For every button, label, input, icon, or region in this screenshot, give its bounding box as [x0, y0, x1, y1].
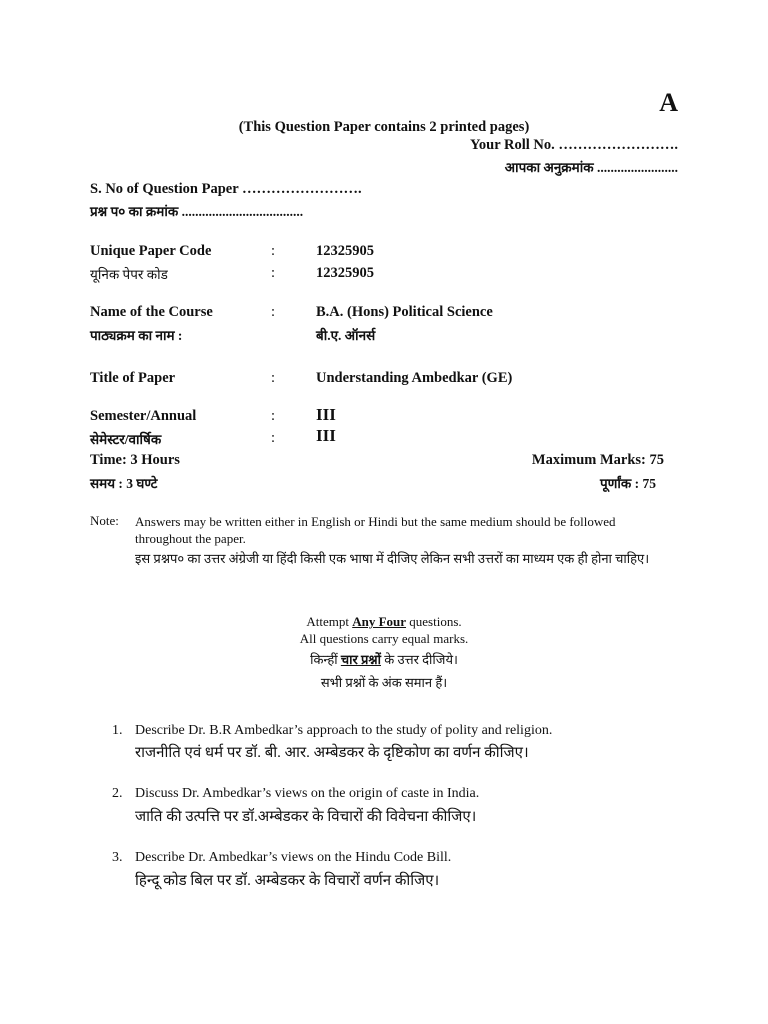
time-duration-hi: समय : 3 घण्टे: [90, 476, 158, 491]
course-name-label: Name of the Course: [90, 304, 213, 320]
unique-paper-code-value: 12325905: [316, 243, 374, 259]
paper-title-label: Title of Paper: [90, 370, 176, 386]
paper-set-letter: A: [659, 88, 678, 117]
note-text-hi: इस प्रश्नप० का उत्तर अंग्रेजी या हिंदी किसी एक भाषा में दीजिए लेकिन सभी उत्तरों का माध्यम एक ही होना चाहिए।: [135, 551, 650, 566]
semester-label-hi: सेमेस्टर/वार्षिक: [90, 432, 162, 447]
attempt-instruction-en: [0, 614, 768, 630]
semester-colon-hi: :: [271, 430, 276, 446]
attempt-suffix: questions.: [406, 614, 462, 629]
semester-colon: :: [271, 408, 276, 424]
unique-paper-code-label: Unique Paper Code: [90, 243, 212, 259]
attempt-suffix-hi: के उत्तर दीजिये।: [381, 652, 458, 667]
roll-number-field-hi: आपका अनुक्रमांक ........................: [504, 160, 678, 175]
question-number: 1.: [112, 723, 123, 738]
printed-pages-note: (This Question Paper contains 2 printed pages): [238, 119, 530, 135]
course-name-colon: :: [271, 304, 276, 320]
roll-number-field-en: Your Roll No. …………………….: [470, 137, 678, 153]
unique-paper-code-colon: :: [271, 243, 276, 259]
question-paper-serial-en: S. No of Question Paper …………………….: [90, 181, 362, 197]
question-text-hi: हिन्दू कोड बिल पर डॉ. अम्बेडकर के विचारों वर्णन कीजिए।: [135, 873, 440, 889]
semester-label: Semester/Annual: [90, 408, 197, 424]
equal-marks-instruction-en: All questions carry equal marks.: [299, 631, 469, 646]
time-duration-en: Time: 3 Hours: [90, 452, 180, 468]
course-name-value-hi: बी.ए. ऑनर्स: [316, 328, 376, 343]
question-text-en: Describe Dr. Ambedkar’s views on the Hindu Code Bill.: [135, 850, 452, 865]
unique-paper-code-label-hi: यूनिक पेपर कोड: [90, 267, 168, 282]
question-number: 2.: [112, 786, 123, 801]
maximum-marks-en: Maximum Marks: 75: [531, 452, 664, 468]
question-number: 3.: [112, 850, 123, 865]
attempt-count-emphasis: Any Four: [352, 614, 407, 629]
course-name-label-hi: पाठ्यक्रम का नाम :: [90, 328, 183, 343]
attempt-prefix: Attempt: [306, 614, 353, 629]
course-name-value: B.A. (Hons) Political Science: [316, 304, 493, 320]
unique-paper-code-colon-hi: :: [271, 265, 276, 281]
attempt-instruction-hi: [0, 650, 768, 668]
question-text-en: Discuss Dr. Ambedkar’s views on the origin of caste in India.: [135, 786, 480, 801]
note-label: Note:: [90, 513, 119, 528]
semester-value-hi: III: [316, 426, 336, 445]
attempt-count-emphasis-hi: चार प्रश्नों: [340, 652, 381, 667]
question-paper-serial-hi: प्रश्न प० का क्रमांक ....................................: [90, 204, 304, 219]
equal-marks-instruction-hi: सभी प्रश्नों के अंक समान हैं।: [320, 675, 448, 690]
paper-title-value: Understanding Ambedkar (GE): [316, 370, 513, 386]
unique-paper-code-value-hi: 12325905: [316, 265, 374, 281]
attempt-prefix-hi: किन्हीं: [310, 652, 341, 667]
question-text-hi: राजनीति एवं धर्म पर डॉ. बी. आर. अम्बेडकर के दृष्टिकोण का वर्णन कीजिए।: [135, 745, 529, 761]
semester-value: III: [316, 405, 336, 424]
maximum-marks-hi: पूर्णांक : 75: [599, 476, 656, 491]
question-text-en: Describe Dr. B.R Ambedkar’s approach to the study of polity and religion.: [135, 723, 553, 738]
paper-title-colon: :: [271, 370, 276, 386]
note-text-en: Answers may be written either in English or Hindi but the same medium should be followed throughout the paper.: [135, 514, 616, 546]
question-text-hi: जाति की उत्पत्ति पर डॉ.अम्बेडकर के विचारों की विवेचना कीजिए।: [135, 809, 477, 825]
